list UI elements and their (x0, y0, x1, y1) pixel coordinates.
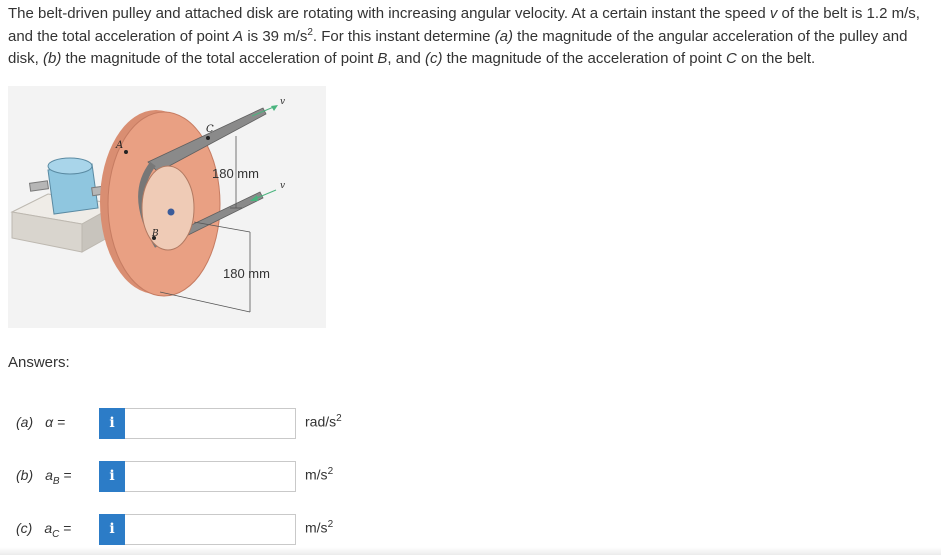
bearing-housing-top (48, 158, 92, 174)
info-button-a[interactable]: i (99, 408, 125, 439)
problem-text: is 39 m/s (243, 27, 308, 45)
problem-text: the magnitude of the acceleration of point (442, 50, 726, 67)
problem-text: The belt-driven pulley and attached disk are rotating with increasing angular velocity. At a certain instant the speed (8, 5, 770, 22)
answer-row-c (0, 512, 941, 546)
info-button-c[interactable]: i (99, 514, 125, 545)
point-A-marker (124, 150, 128, 154)
symbol-A: A (233, 27, 244, 45)
answer-row-b (0, 459, 941, 493)
problem-text: the magnitude of the total acceleration of point (61, 50, 378, 67)
unit-a: rad/$s^2$ (305, 413, 342, 430)
hub-point (168, 209, 175, 216)
bottom-shadow (0, 547, 941, 555)
label-A: A (116, 140, 124, 151)
point-C-marker (206, 136, 210, 140)
unit-b: $m/s^2$ (305, 466, 334, 483)
symbol-C: C (725, 50, 737, 67)
problem-text: . For this instant determine (312, 27, 495, 45)
part-b-label: (b) (43, 50, 62, 67)
dim-outer-label: 180 mm (223, 266, 270, 281)
pulley-face (142, 166, 194, 250)
answer-input-c[interactable] (125, 514, 296, 545)
problem-text: , and (387, 50, 425, 67)
problem-statement (8, 3, 936, 71)
superscript: 2 (307, 26, 313, 38)
label-v-top: v (280, 97, 286, 107)
label-B: B (152, 229, 159, 239)
label-C: C (206, 124, 214, 135)
problem-text: of the belt is 1.2 m/s, and the total acceleration of point (8, 5, 920, 45)
dim-inner-label: 180 mm (212, 166, 259, 181)
label-v-mid: v (280, 181, 286, 191)
answers-heading: Answers: (8, 354, 70, 371)
symbol-B: B (377, 50, 388, 67)
answer-row-a (0, 406, 941, 440)
answer-label-a: (a) α = (16, 414, 66, 430)
answer-label-c: (c) $a_C$ = (16, 520, 72, 540)
problem-text: on the belt. (736, 50, 816, 67)
pulley-disk-figure (8, 86, 326, 328)
info-button-b[interactable]: i (99, 461, 125, 492)
answer-input-b[interactable] (125, 461, 296, 492)
problem-text: the magnitude of the angular acceleration of the pulley and disk, (8, 27, 908, 67)
part-a-label: (a) (494, 27, 514, 45)
unit-c: $m/s^2$ (305, 519, 334, 536)
part-c-label: (c) (424, 50, 443, 67)
answer-label-b: (b) $a_B$ = (16, 467, 72, 487)
answer-input-a[interactable] (125, 408, 296, 439)
symbol-v: v (769, 5, 778, 22)
